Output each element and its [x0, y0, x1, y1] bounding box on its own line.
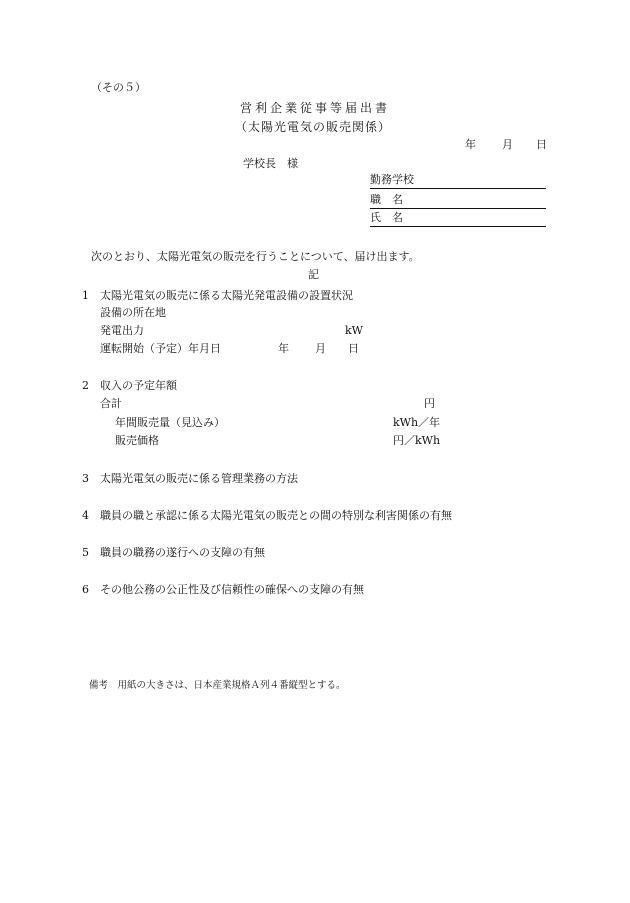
- intro-text: 次のとおり、太陽光電気の販売を行うことについて、届け出ます。: [91, 250, 420, 263]
- date-month: 月: [502, 138, 513, 151]
- date-day: 日: [536, 138, 547, 151]
- start-day: 日: [348, 342, 359, 355]
- section-1-number: 1: [82, 289, 89, 302]
- school-field[interactable]: [370, 174, 546, 189]
- section-4-number: 4: [82, 509, 89, 522]
- output-unit: kW: [345, 324, 363, 337]
- addressee: 学校長 様: [243, 157, 298, 170]
- section-3-number: 3: [82, 472, 89, 485]
- section-4-heading: 職員の職と承認に係る太陽光電気の販売との間の特別な利害関係の有無: [100, 509, 452, 522]
- price-label: 販売価格: [115, 434, 159, 447]
- total-unit: 円: [424, 397, 435, 410]
- form-number: （その５）: [91, 81, 146, 94]
- section-5-heading: 職員の職務の遂行への支障の有無: [100, 546, 265, 559]
- total-label: 合計: [100, 397, 122, 410]
- form-title: 営利企業従事等届出書: [240, 101, 391, 115]
- start-month: 月: [315, 342, 326, 355]
- section-6-number: 6: [82, 583, 89, 596]
- date-year: 年: [465, 138, 476, 151]
- section-2-heading: 収入の予定年額: [100, 379, 177, 392]
- name-label: 氏 名: [370, 211, 403, 224]
- ki-mark: 記: [308, 268, 319, 281]
- section-5-number: 5: [82, 546, 89, 559]
- start-year: 年: [278, 342, 289, 355]
- annual-volume-unit: kWh／年: [393, 416, 441, 429]
- price-unit: 円／kWh: [393, 434, 441, 447]
- footnote: 備考 用紙の大きさは、日本産業規格Ａ列４番縦型とする。: [89, 680, 346, 691]
- output-label: 発電出力: [100, 324, 144, 337]
- section-1-heading: 太陽光電気の販売に係る太陽光発電設備の設置状況: [100, 289, 353, 302]
- position-label: 職 名: [370, 193, 403, 206]
- equipment-location-label: 設備の所在地: [100, 306, 166, 319]
- annual-volume-label: 年間販売量（見込み）: [115, 416, 225, 429]
- section-3-heading: 太陽光電気の販売に係る管理業務の方法: [100, 472, 298, 485]
- start-date-label: 運転開始（予定）年月日: [100, 342, 221, 355]
- section-2-number: 2: [82, 379, 89, 392]
- name-field[interactable]: [370, 212, 546, 227]
- form-subtitle: （太陽光電気の販売関係）: [235, 120, 392, 134]
- school-label: 勤務学校: [370, 173, 414, 186]
- position-field[interactable]: [370, 194, 546, 209]
- section-6-heading: その他公務の公正性及び信頼性の確保への支障の有無: [100, 583, 364, 596]
